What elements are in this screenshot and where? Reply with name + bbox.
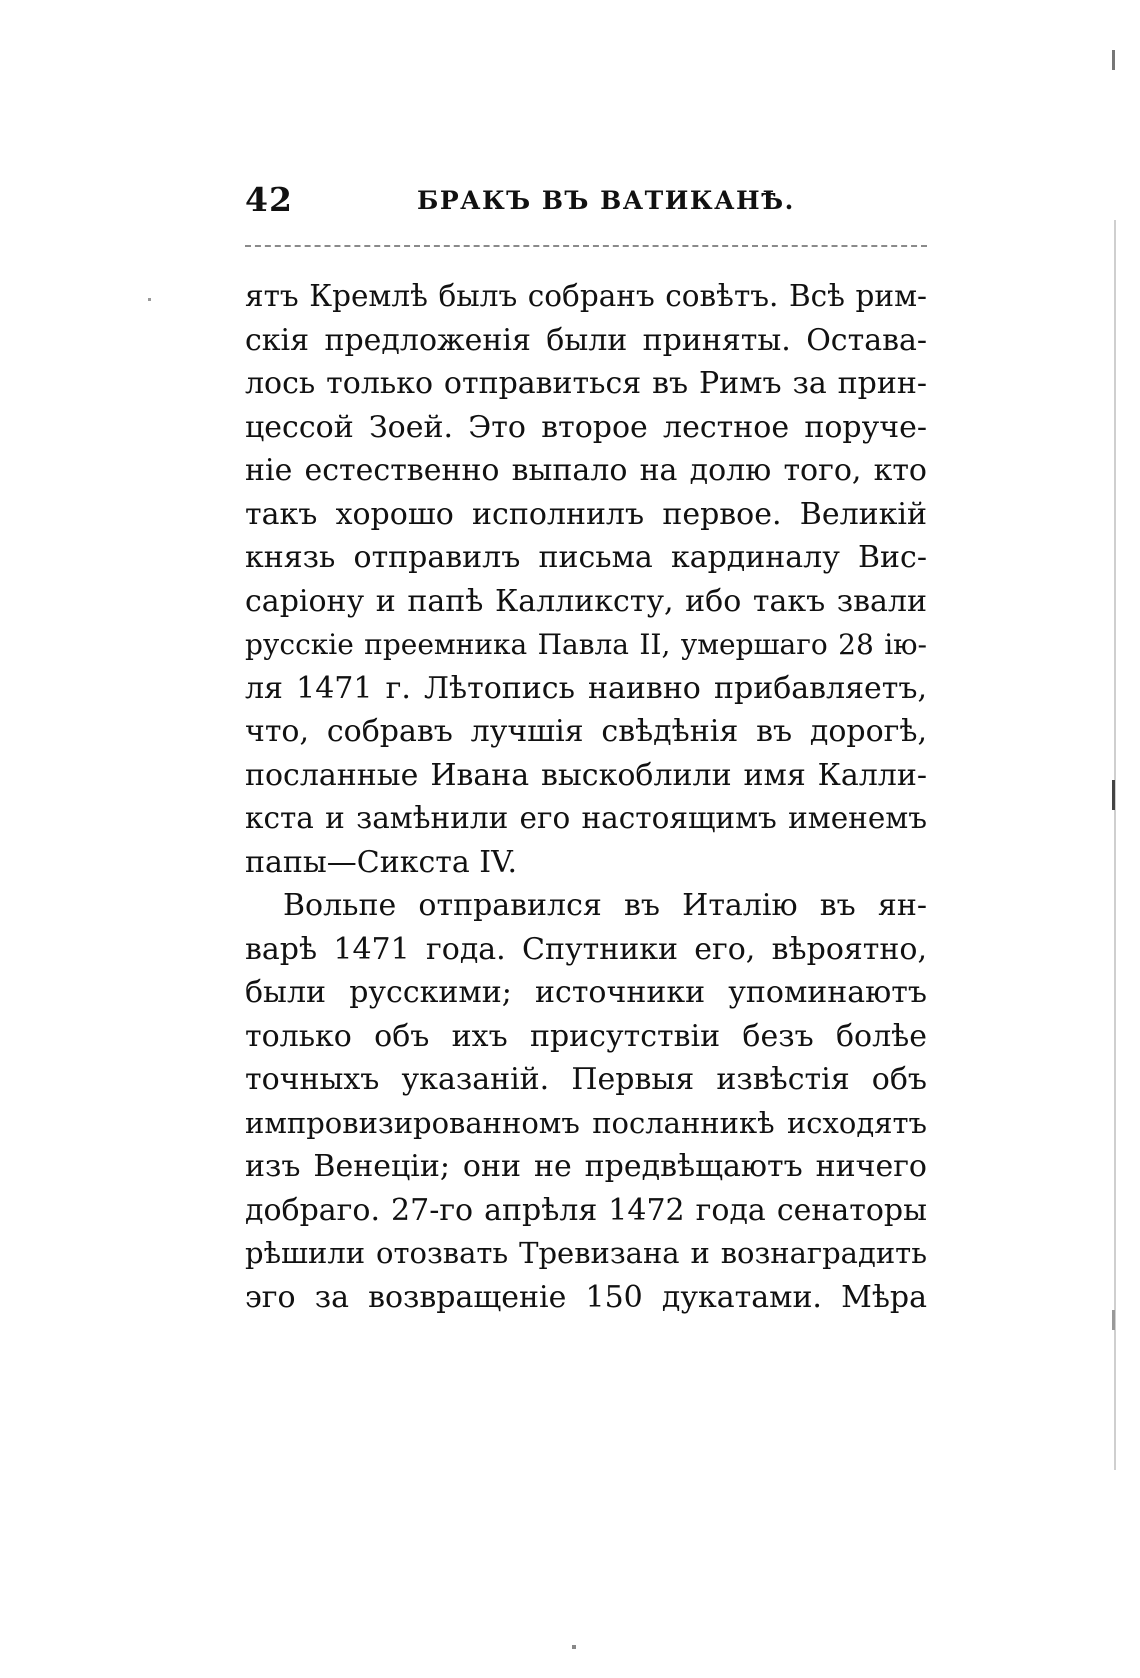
- text-line: саріону и папѣ Калликсту, ибо такъ звали: [245, 583, 927, 619]
- page-number: 42: [245, 180, 293, 219]
- text-line: скія предложенія были приняты. Остава-: [245, 322, 927, 358]
- text-line: русскіе преемника Павла II, умершаго 28 ію-: [245, 628, 927, 661]
- scan-speck: [148, 298, 151, 301]
- text-line: эго за возвращеніе 150 дукатами. Мѣра: [245, 1279, 927, 1315]
- text-line: только объ ихъ присутствіи безъ болѣе: [245, 1018, 927, 1054]
- text-line: были русскими; источники упоминаютъ: [245, 975, 927, 1010]
- text-line: Вольпе отправился въ Италію въ ян-: [283, 888, 927, 923]
- scan-edge-mark: [1112, 50, 1115, 70]
- scan-edge-line: [1114, 220, 1116, 1470]
- text-line: кста и замѣнили его настоящимъ именемъ: [245, 801, 927, 835]
- scan-edge-mark: [1112, 780, 1115, 810]
- text-line: ніе естественно выпало на долю того, кто: [245, 453, 927, 488]
- text-line: варѣ 1471 года. Спутники его, вѣроятно,: [245, 931, 927, 967]
- text-line: точныхъ указаній. Первыя извѣстія объ: [245, 1062, 927, 1097]
- text-line: цессой Зоей. Это второе лестное поруче-: [245, 409, 927, 445]
- page-header: [245, 180, 927, 226]
- running-title: БРАКЪ ВЪ ВАТИКАНѢ.: [417, 186, 795, 215]
- text-line: ятъ Кремлѣ былъ собранъ совѣтъ. Всѣ рим-: [245, 279, 927, 313]
- text-line: ля 1471 г. Лѣтопись наивно прибавляетъ,: [245, 670, 927, 706]
- scan-edge-mark: [1112, 1310, 1115, 1330]
- text-line: добраго. 27-го апрѣля 1472 года сенаторы: [245, 1192, 927, 1228]
- text-line: папы—Сикста IV.: [245, 844, 518, 880]
- scan-speck: [572, 1645, 576, 1649]
- text-line: изъ Венеціи; они не предвѣщаютъ ничего: [245, 1149, 927, 1184]
- text-line: такъ хорошо исполнилъ первое. Великій: [245, 496, 927, 532]
- text-line: рѣшили отозвать Тревизана и вознаградить: [245, 1236, 927, 1270]
- body-text: [245, 275, 927, 1319]
- text-line: князь отправилъ письма кардиналу Вис-: [245, 540, 927, 575]
- text-line: что, собравъ лучшія свѣдѣнія въ дорогѣ,: [245, 714, 927, 749]
- text-line: лось только отправиться въ Римъ за прин-: [245, 366, 927, 401]
- text-line: посланные Ивана выскоблили имя Калли-: [245, 757, 927, 793]
- text-line: импровизированномъ посланникѣ исходятъ: [245, 1105, 927, 1140]
- header-rule: [245, 245, 927, 247]
